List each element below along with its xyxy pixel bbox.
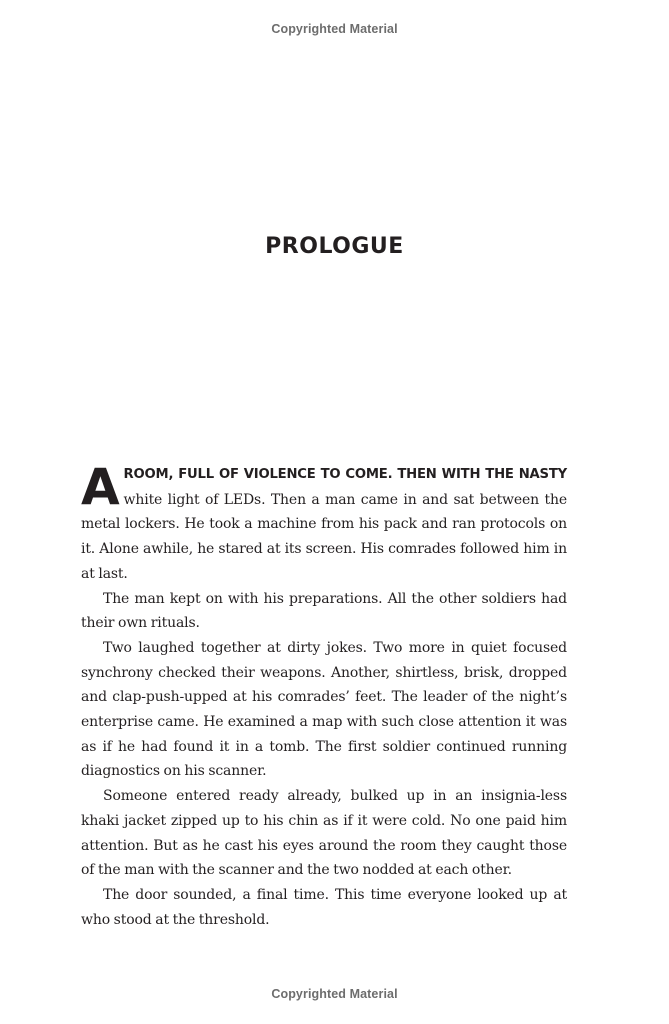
opening-paragraph-text: white light of LEDs. Then a man came in and sat between the metal lockers. He took a machine from his pack and ran protocols on it. Alone awhile, he stared at its screen. His comrades followed him in at last. (81, 491, 567, 582)
lead-in-small-caps: ROOM, FULL OF VIOLENCE TO COME. THEN WITH THE NASTY (123, 467, 567, 482)
opening-paragraph (81, 458, 567, 587)
paragraph: Two laughed together at dirty jokes. Two more in quiet focused synchrony checked their weapons. Another, shirtless, brisk, dropped and clap-push-upped at his comrades’ feet. The leader of the night’s enterprise came. He examined a map with such close attention it was as if he had found it in a tomb. The first soldier continued running diagnostics on his scanner. (81, 639, 567, 780)
chapter-body (81, 458, 567, 932)
header-watermark: Copyrighted Material (271, 22, 398, 36)
footer-watermark: Copyrighted Material (271, 987, 398, 1001)
drop-cap: A (81, 458, 120, 516)
chapter-title: PROLOGUE (265, 234, 404, 259)
paragraph: Someone entered ready already, bulked up in an insignia-less khaki jacket zipped up to his chin as if it were cold. No one paid him attention. But as he cast his eyes around the room they caught those of the man with the scanner and the two nodded at each other. (81, 788, 567, 879)
paragraph: The man kept on with his preparations. All the other soldiers had their own rituals. (81, 590, 567, 632)
paragraph: The door sounded, a final time. This time everyone looked up at who stood at the threshold. (81, 886, 567, 928)
